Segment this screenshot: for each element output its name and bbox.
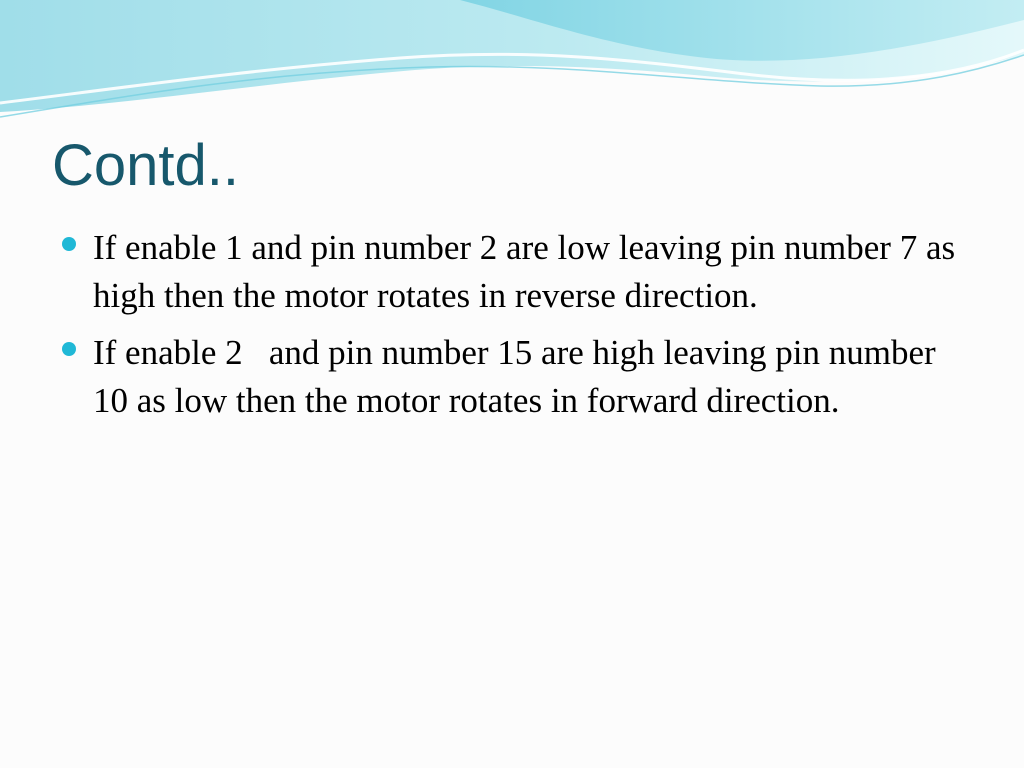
bullet-text: If enable 1 and pin number 2 are low leaving pin number 7 as high then the motor rotates in reverse direction. (93, 228, 964, 315)
bullet-list (62, 224, 974, 434)
bullet-text: If enable 2 and pin number 15 are high leaving pin number 10 as low then the motor rotates in forward direction. (93, 333, 945, 420)
bullet-item (62, 224, 974, 320)
slide-title: Contd.. (52, 133, 239, 198)
bullet-item (62, 329, 974, 425)
bullet-dot-icon (62, 342, 76, 356)
bullet-dot-icon (62, 237, 76, 251)
wave-header-decoration (0, 0, 1024, 130)
